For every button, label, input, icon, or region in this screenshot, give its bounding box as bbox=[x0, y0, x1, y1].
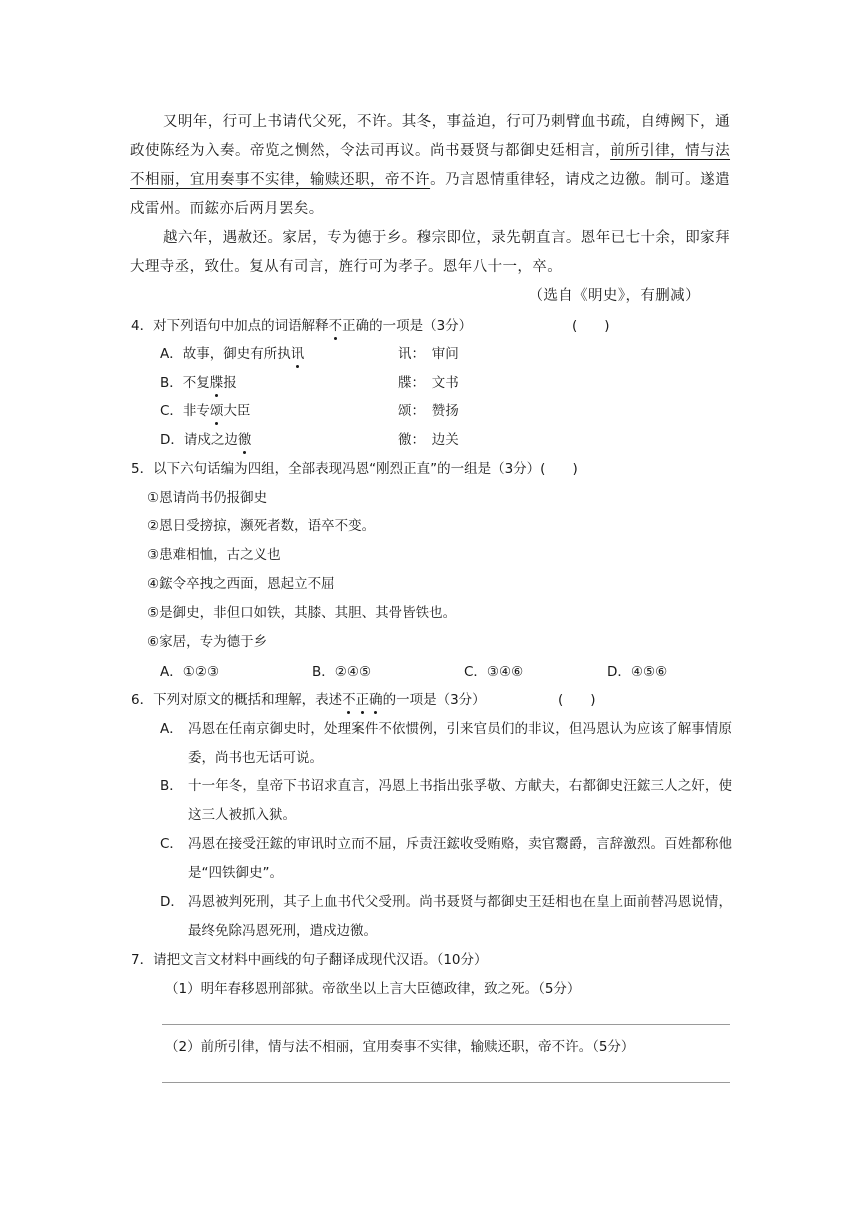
underlined-sentence: 前所引律，情与法不相丽，宜用奏事不实律，输赎还职，帝不许 bbox=[130, 143, 731, 188]
q5-item-5: ⑤是御史，非但口如铁，其膝、其胆、其骨皆铁也。 bbox=[147, 605, 457, 621]
q7-answer-line-2[interactable] bbox=[162, 1082, 730, 1083]
q6-option-a: A． 冯恩在任南京御史时，处理案件不依惯例，引来官员们的非议，但冯恩认为应该了解事情原委，尚书也无话可说。 bbox=[160, 721, 732, 766]
q4-stem-b: 正确的一项是（3分） bbox=[342, 318, 473, 334]
question-6-stem: 6．下列对原文的概括和理解，表述不正确的一项是（3分） ( ) bbox=[131, 692, 596, 708]
q4-answer-paren: ( ) bbox=[572, 318, 610, 334]
passage-p1-text-b: 。乃言恩情重律轻，请戍之边徼。制可。遂遣戍雷州。而鋐亦后两月罢矣。 bbox=[130, 172, 731, 217]
q5-item-6: ⑥家居，专为德于乡 bbox=[147, 634, 268, 650]
passage-source: （选自《明史》，有删减） bbox=[528, 288, 700, 304]
q5-choice-d: D．④⑤⑥ bbox=[607, 664, 668, 680]
q4-stem-dotted: 不 bbox=[328, 318, 343, 334]
q4-option-a-explanation: 讯： 审问 bbox=[398, 346, 459, 362]
q5-item-2: ②恩日受搒掠，濒死者数，语卒不变。 bbox=[147, 518, 376, 534]
q4-option-d-explanation: 徼： 边关 bbox=[398, 432, 459, 448]
q5-item-4: ④鋐令卒拽之西面，恩起立不屈 bbox=[147, 576, 335, 592]
q4-option-a: A．故事，御史有所执讯 讯： 审问 bbox=[160, 346, 459, 362]
q4-option-c: C．非专颂大臣 颂： 赞扬 bbox=[160, 403, 459, 419]
q5-answer-paren: ( ) bbox=[540, 461, 578, 477]
passage bbox=[130, 108, 730, 311]
question-5-stem: 5．以下六句话编为四组，全部表现冯恩“刚烈正直”的一组是（3分）( ) bbox=[131, 461, 578, 477]
q5-choice-c: C．③④⑥ bbox=[464, 664, 524, 680]
q4-option-d: D．请戍之边徼 徼： 边关 bbox=[160, 432, 459, 448]
q7-answer-line-1[interactable] bbox=[162, 1024, 730, 1025]
q5-item-1: ①恩请尚书仍报御史 bbox=[147, 490, 268, 506]
q5-choice-a: A．①②③ bbox=[160, 664, 220, 680]
question-4-stem bbox=[131, 316, 731, 336]
q6-option-b: B． 十一年冬，皇帝下书诏求直言，冯恩上书指出张孚敬、方献夫，右都御史汪鋐三人之奸，使这三人被抓入狱。 bbox=[160, 778, 732, 823]
passage-p1-text-a: 又明年，行可上书请代父死，不许。其冬，事益迫，行可乃刺臂血书疏，自缚阙下，通政使陈经为入奏。帝览之恻然，令法司再议。尚书聂贤与都御史廷相言， bbox=[130, 114, 730, 159]
passage-paragraph-2: 越六年，遇赦还。家居，专为德于乡。穆宗即位，录先朝直言。恩年已七十余，即家拜大理寺丞，致仕。复从有司言，旌行可为孝子。恩年八十一，卒。 bbox=[130, 230, 730, 275]
q5-choices bbox=[160, 660, 720, 682]
passage-paragraph-1 bbox=[130, 108, 730, 224]
q4-option-b-explanation: 牒： 文书 bbox=[398, 375, 459, 391]
q4-option-c-explanation: 颂： 赞扬 bbox=[398, 403, 459, 419]
q6-answer-paren: ( ) bbox=[558, 692, 596, 708]
q7-subquestion-1: （1）明年春移恩刑部狱。帝欲坐以上言大臣德政律，致之死。（5分） bbox=[165, 981, 581, 997]
question-7-stem: 7．请把文言文材料中画线的句子翻译成现代汉语。（10分） bbox=[131, 952, 488, 968]
q6-option-c: C． 冯恩在接受汪鋐的审讯时立而不屈，斥责汪鋐收受贿赂，卖官鬻爵，言辞激烈。百姓都称他是“四铁御史”。 bbox=[160, 836, 732, 881]
q4-stem-a: 4．对下列语句中加点的词语解释 bbox=[131, 318, 329, 334]
q5-choice-b: B．②④⑤ bbox=[312, 664, 372, 680]
q4-option-b: B．不复牒报 牒： 文书 bbox=[160, 375, 459, 391]
q7-subquestion-2: （2）前所引律，情与法不相丽，宜用奏事不实律，输赎还职，帝不许。（5分） bbox=[165, 1039, 635, 1055]
q5-item-3: ③患难相恤，古之义也 bbox=[147, 547, 281, 563]
q6-option-d: D． 冯恩被判死刑，其子上血书代父受刑。尚书聂贤与都御史王廷相也在皇上面前替冯恩说情，最终免除冯恩死刑，遣戍边徼。 bbox=[160, 894, 732, 939]
